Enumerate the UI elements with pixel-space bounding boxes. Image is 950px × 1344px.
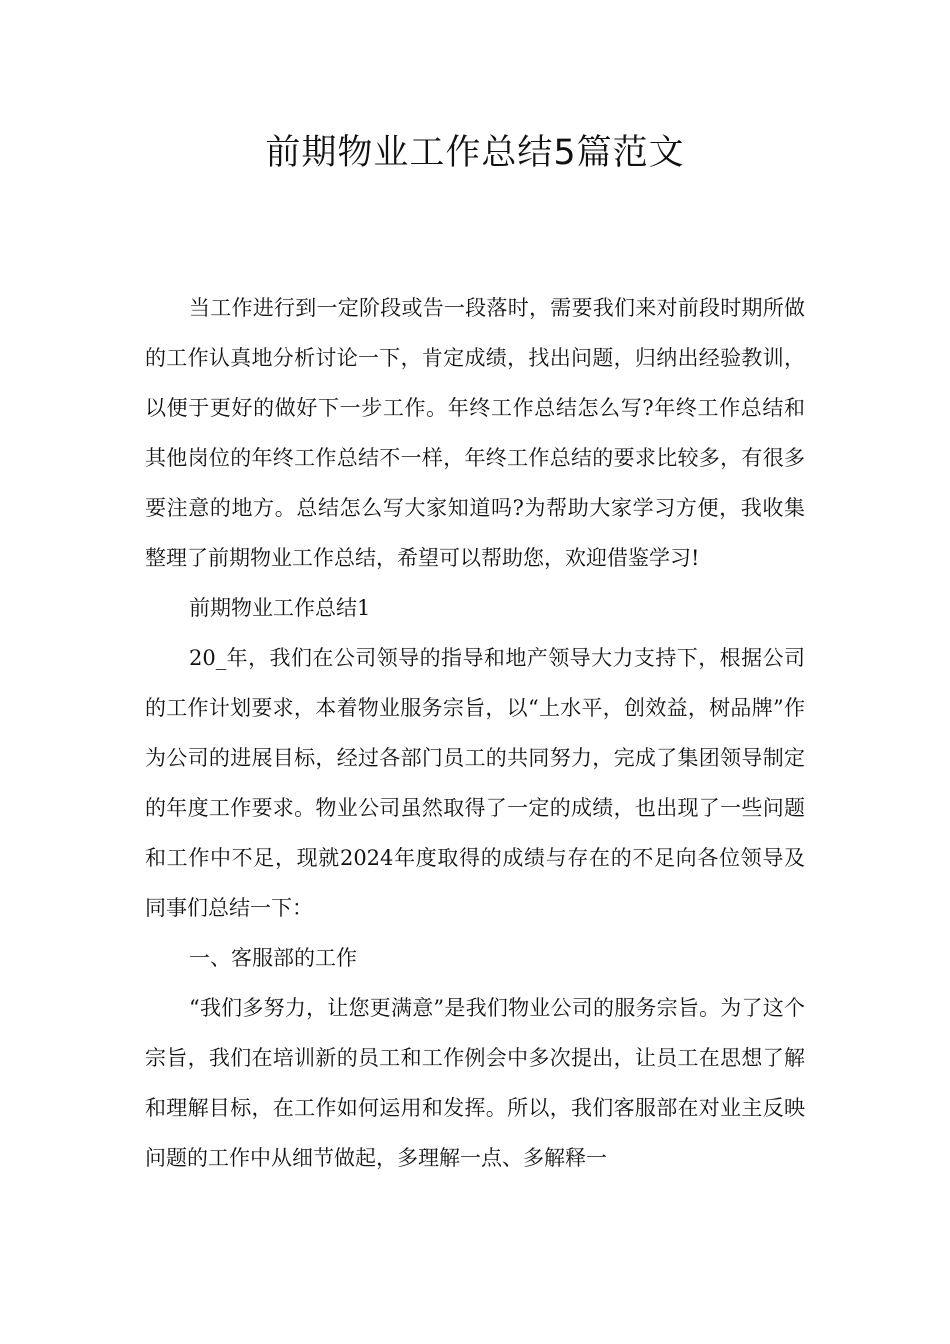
intro-paragraph: 当工作进行到一定阶段或告一段落时，需要我们来对前段时期所做的工作认真地分析讨论一下，肯定成绩，找出问题，归纳出经验教训，以便于更好的做好下一步工作。年终工作总结怎么写?年终工作总结和其他岗位的年终工作总结不一样，年终工作总结的要求比较多，有很多要注意的地方。总结怎么写大家知道吗?为帮助大家学习方便，我收集整理了前期物业工作总结，希望可以帮助您，欢迎借鉴学习! [145,296,805,570]
customer-service-paragraph: “我们多努力，让您更满意”是我们物业公司的服务宗旨。为了这个宗旨，我们在培训新的员工和工作例会中多次提出，让员工在思想了解和理解目标，在工作如何运用和发挥。所以，我们客服部在对业主反映问题的工作中从细节做起，多理解一点、多解释一 [145,996,805,1170]
section-heading-summary-1: 前期物业工作总结1 [189,596,371,620]
summary-paragraph: 20_年，我们在公司领导的指导和地产领导大力支持下，根据公司的工作计划要求，本着物业服务宗旨，以“上水平，创效益，树品牌”作为公司的进展目标，经过各部门员工的共同努力，完成了集团领导制定的年度工作要求。物业公司虽然取得了一定的成绩，也出现了一些问题和工作中不足，现就2024年度取得的成绩与存在的不足向各位领导及同事们总结一下： [145,646,805,920]
document-body [145,283,805,1183]
document-title: 前期物业工作总结5篇范文 [265,133,685,173]
section-heading-customer-service: 一、客服部的工作 [189,946,357,970]
